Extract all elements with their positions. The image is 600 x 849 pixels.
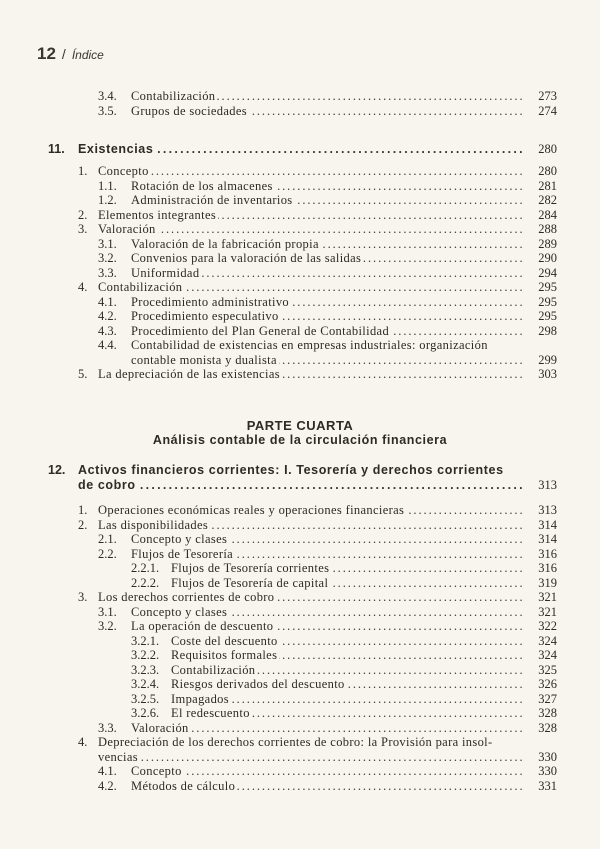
entry-title: Riesgos derivados del descuento: [171, 677, 345, 691]
part-subtitle: Análisis contable de la circulación financiera: [152, 433, 448, 447]
toc-entry-continued[interactable]: [0, 353, 600, 368]
entry-title: Uniformidad: [131, 265, 200, 280]
entry-number: 3.: [78, 590, 88, 604]
toc-entry[interactable]: [0, 779, 600, 794]
toc-entry[interactable]: [0, 503, 600, 518]
toc-entry[interactable]: [0, 590, 600, 605]
entry-number: 1.: [78, 503, 88, 517]
entry-page: 290: [538, 251, 557, 265]
entry-number: 2.2.2.: [131, 575, 160, 590]
toc-entry-continued[interactable]: [0, 750, 600, 765]
entry-page: 316: [538, 561, 557, 575]
entry-title: Valoración: [98, 222, 156, 236]
toc-entry[interactable]: [0, 208, 600, 223]
entry-title: Operaciones económicas reales y operaciones financieras: [98, 503, 405, 517]
header-separator: /: [61, 46, 66, 62]
toc-entry[interactable]: [0, 764, 600, 779]
entry-page: 295: [538, 309, 557, 323]
entry-number: 3.2.5.: [131, 691, 160, 706]
toc-entry[interactable]: [0, 532, 600, 547]
entry-title: Procedimiento especulativo: [131, 309, 279, 323]
entry-page: 324: [538, 648, 557, 662]
entry-number: 3.4.: [98, 89, 117, 103]
toc-entry[interactable]: [0, 179, 600, 194]
entry-page: 321: [538, 604, 557, 619]
entry-title: Administración de inventarios: [131, 193, 293, 207]
toc-entry[interactable]: [0, 104, 600, 119]
toc-entry[interactable]: [0, 222, 600, 237]
toc-entry[interactable]: [0, 251, 600, 266]
entry-number: 3.2.1.: [131, 633, 160, 648]
entry-number: 3.: [78, 222, 88, 236]
entry-title: Contabilización: [171, 662, 256, 677]
entry-title: Las disponibilidades: [98, 517, 209, 532]
entry-number: 1.: [78, 164, 88, 178]
entry-page: 282: [538, 193, 557, 207]
entry-number: 3.2.4.: [131, 677, 160, 691]
entry-title: El redescuento: [171, 706, 250, 720]
toc-entry[interactable]: [0, 367, 600, 382]
chapter-heading[interactable]: [0, 142, 600, 157]
toc-entry[interactable]: [0, 518, 600, 533]
chapter-title-line2: de cobro: [78, 478, 136, 492]
entry-number: 4.: [78, 280, 88, 294]
toc-entry[interactable]: [0, 721, 600, 736]
chapter-number: 11.: [48, 142, 65, 156]
entry-number: 3.3.: [98, 720, 117, 735]
page-header: [37, 44, 104, 64]
entry-title: La operación de descuento: [131, 619, 274, 633]
entry-page: 321: [538, 590, 557, 604]
toc-entry[interactable]: [0, 324, 600, 339]
entry-title: Flujos de Tesorería: [131, 546, 234, 561]
toc-entry[interactable]: [0, 648, 600, 663]
entry-number: 4.: [78, 735, 88, 749]
entry-title: vencias: [98, 749, 138, 764]
entry-number: 4.4.: [98, 338, 117, 352]
entry-number: 2.2.: [98, 546, 117, 561]
entry-page: 299: [538, 352, 557, 367]
entry-page: 314: [538, 532, 557, 546]
entry-title: Valoración de la fabricación propia: [131, 236, 319, 251]
entry-title: Concepto y clases: [131, 604, 228, 619]
entry-page: 324: [538, 633, 557, 648]
chapter-page: 280: [538, 142, 557, 156]
toc-entry[interactable]: [0, 338, 600, 353]
toc-entry[interactable]: [0, 280, 600, 295]
entry-number: 3.2.: [98, 251, 117, 265]
entry-title: Depreciación de los derechos corrientes de cobro: la Provisión para insol-: [98, 735, 493, 749]
entry-number: 3.2.3.: [131, 662, 160, 677]
entry-title: Grupos de sociedades: [131, 104, 247, 118]
toc-entry[interactable]: [0, 619, 600, 634]
entry-title: Concepto y clases: [131, 532, 228, 546]
toc-entry[interactable]: [0, 561, 600, 576]
entry-page: 328: [538, 720, 557, 735]
entry-page: 273: [538, 89, 557, 103]
entry-page: 328: [538, 706, 557, 720]
toc-entry[interactable]: [0, 266, 600, 281]
entry-title: Convenios para la valoración de las salidas: [131, 251, 362, 265]
entry-number: 2.1.: [98, 532, 117, 546]
entry-title: Contabilización: [131, 89, 216, 103]
toc-entry[interactable]: [0, 309, 600, 324]
entry-page: 313: [538, 503, 557, 517]
entry-page: 281: [538, 178, 557, 193]
entry-title: Procedimiento administrativo: [131, 294, 290, 309]
toc-entry[interactable]: [0, 237, 600, 252]
entry-page: 316: [538, 546, 557, 561]
entry-number: 3.3.: [98, 265, 117, 280]
entry-page: 326: [538, 677, 557, 691]
toc-entry[interactable]: [0, 663, 600, 678]
entry-number: 3.2.6.: [131, 706, 160, 720]
entry-number: 2.: [78, 207, 88, 222]
entry-title: Concepto: [98, 164, 149, 178]
entry-title: Los derechos corrientes de cobro: [98, 590, 275, 604]
toc-entry[interactable]: [0, 605, 600, 620]
entry-title: Coste del descuento: [171, 633, 278, 648]
entry-title: contable monista y dualista: [131, 352, 277, 367]
entry-title: Procedimiento del Plan General de Contabilidad: [131, 323, 390, 338]
toc-entry[interactable]: [0, 193, 600, 208]
entry-number: 2.2.1.: [131, 561, 160, 575]
entry-title: Impagados: [171, 691, 229, 706]
entry-page: 298: [538, 323, 557, 338]
entry-page: 331: [538, 778, 557, 793]
entry-page: 288: [538, 222, 557, 236]
chapter-title-line1: Activos financieros corrientes: I. Tesorería y derechos corrientes: [78, 463, 504, 477]
toc-entry[interactable]: [0, 735, 600, 750]
entry-number: 4.1.: [98, 294, 117, 309]
entry-page: 280: [538, 164, 557, 178]
entry-page: 319: [538, 575, 557, 590]
chapter-title: Existencias: [78, 142, 154, 156]
entry-number: 3.2.2.: [131, 648, 160, 662]
entry-page: 295: [538, 280, 557, 294]
entry-title: Contabilización: [98, 280, 183, 294]
toc-entry[interactable]: [0, 89, 600, 104]
toc-entry[interactable]: [0, 634, 600, 649]
entry-number: 4.2.: [98, 309, 117, 323]
chapter-number: 12.: [48, 463, 66, 477]
entry-title: Flujos de Tesorería corrientes: [171, 561, 330, 575]
entry-title: Elementos integrantes: [98, 207, 217, 222]
entry-page: 314: [538, 517, 557, 532]
entry-number: 3.1.: [98, 236, 117, 251]
toc-entry[interactable]: [0, 164, 600, 179]
entry-number: 4.2.: [98, 778, 117, 793]
page-number: 12: [37, 44, 56, 63]
running-title: Índice: [71, 48, 104, 62]
entry-page: 295: [538, 294, 557, 309]
entry-number: 2.: [78, 517, 88, 532]
toc-entry[interactable]: [0, 547, 600, 562]
entry-title: Concepto: [131, 764, 182, 778]
entry-number: 1.2.: [98, 193, 117, 207]
entry-number: 4.3.: [98, 323, 117, 338]
toc-entry[interactable]: [0, 295, 600, 310]
entry-page: 325: [538, 662, 557, 677]
entry-page: 274: [538, 104, 557, 118]
entry-page: 284: [538, 207, 557, 222]
entry-title: Contabilidad de existencias en empresas industriales: organización: [131, 338, 488, 352]
entry-number: 1.1.: [98, 178, 117, 193]
entry-number: 3.2.: [98, 619, 117, 633]
toc-entry[interactable]: [0, 706, 600, 721]
part-title: PARTE CUARTA: [246, 418, 354, 433]
toc-entry[interactable]: [0, 692, 600, 707]
entry-page: 294: [538, 265, 557, 280]
entry-number: 3.1.: [98, 604, 117, 619]
chapter-page: 313: [538, 478, 557, 492]
entry-number: 3.5.: [98, 104, 117, 118]
entry-page: 303: [538, 367, 557, 381]
entry-page: 327: [538, 691, 557, 706]
entry-title: Requisitos formales: [171, 648, 278, 662]
chapter-heading[interactable]: [0, 463, 600, 478]
toc-entry[interactable]: [0, 576, 600, 591]
entry-number: 5.: [78, 367, 88, 381]
entry-page: 330: [538, 749, 557, 764]
entry-title: Métodos de cálculo: [131, 778, 236, 793]
entry-title: La depreciación de las existencias: [98, 367, 280, 381]
entry-title: Valoración: [131, 720, 189, 735]
entry-page: 330: [538, 764, 557, 778]
entry-title: Rotación de los almacenes: [131, 178, 273, 193]
entry-page: 289: [538, 236, 557, 251]
entry-page: 322: [538, 619, 557, 633]
entry-number: 4.1.: [98, 764, 117, 778]
toc-entry[interactable]: [0, 677, 600, 692]
chapter-heading-continued[interactable]: [0, 478, 600, 493]
entry-title: Flujos de Tesorería de capital: [171, 575, 329, 590]
